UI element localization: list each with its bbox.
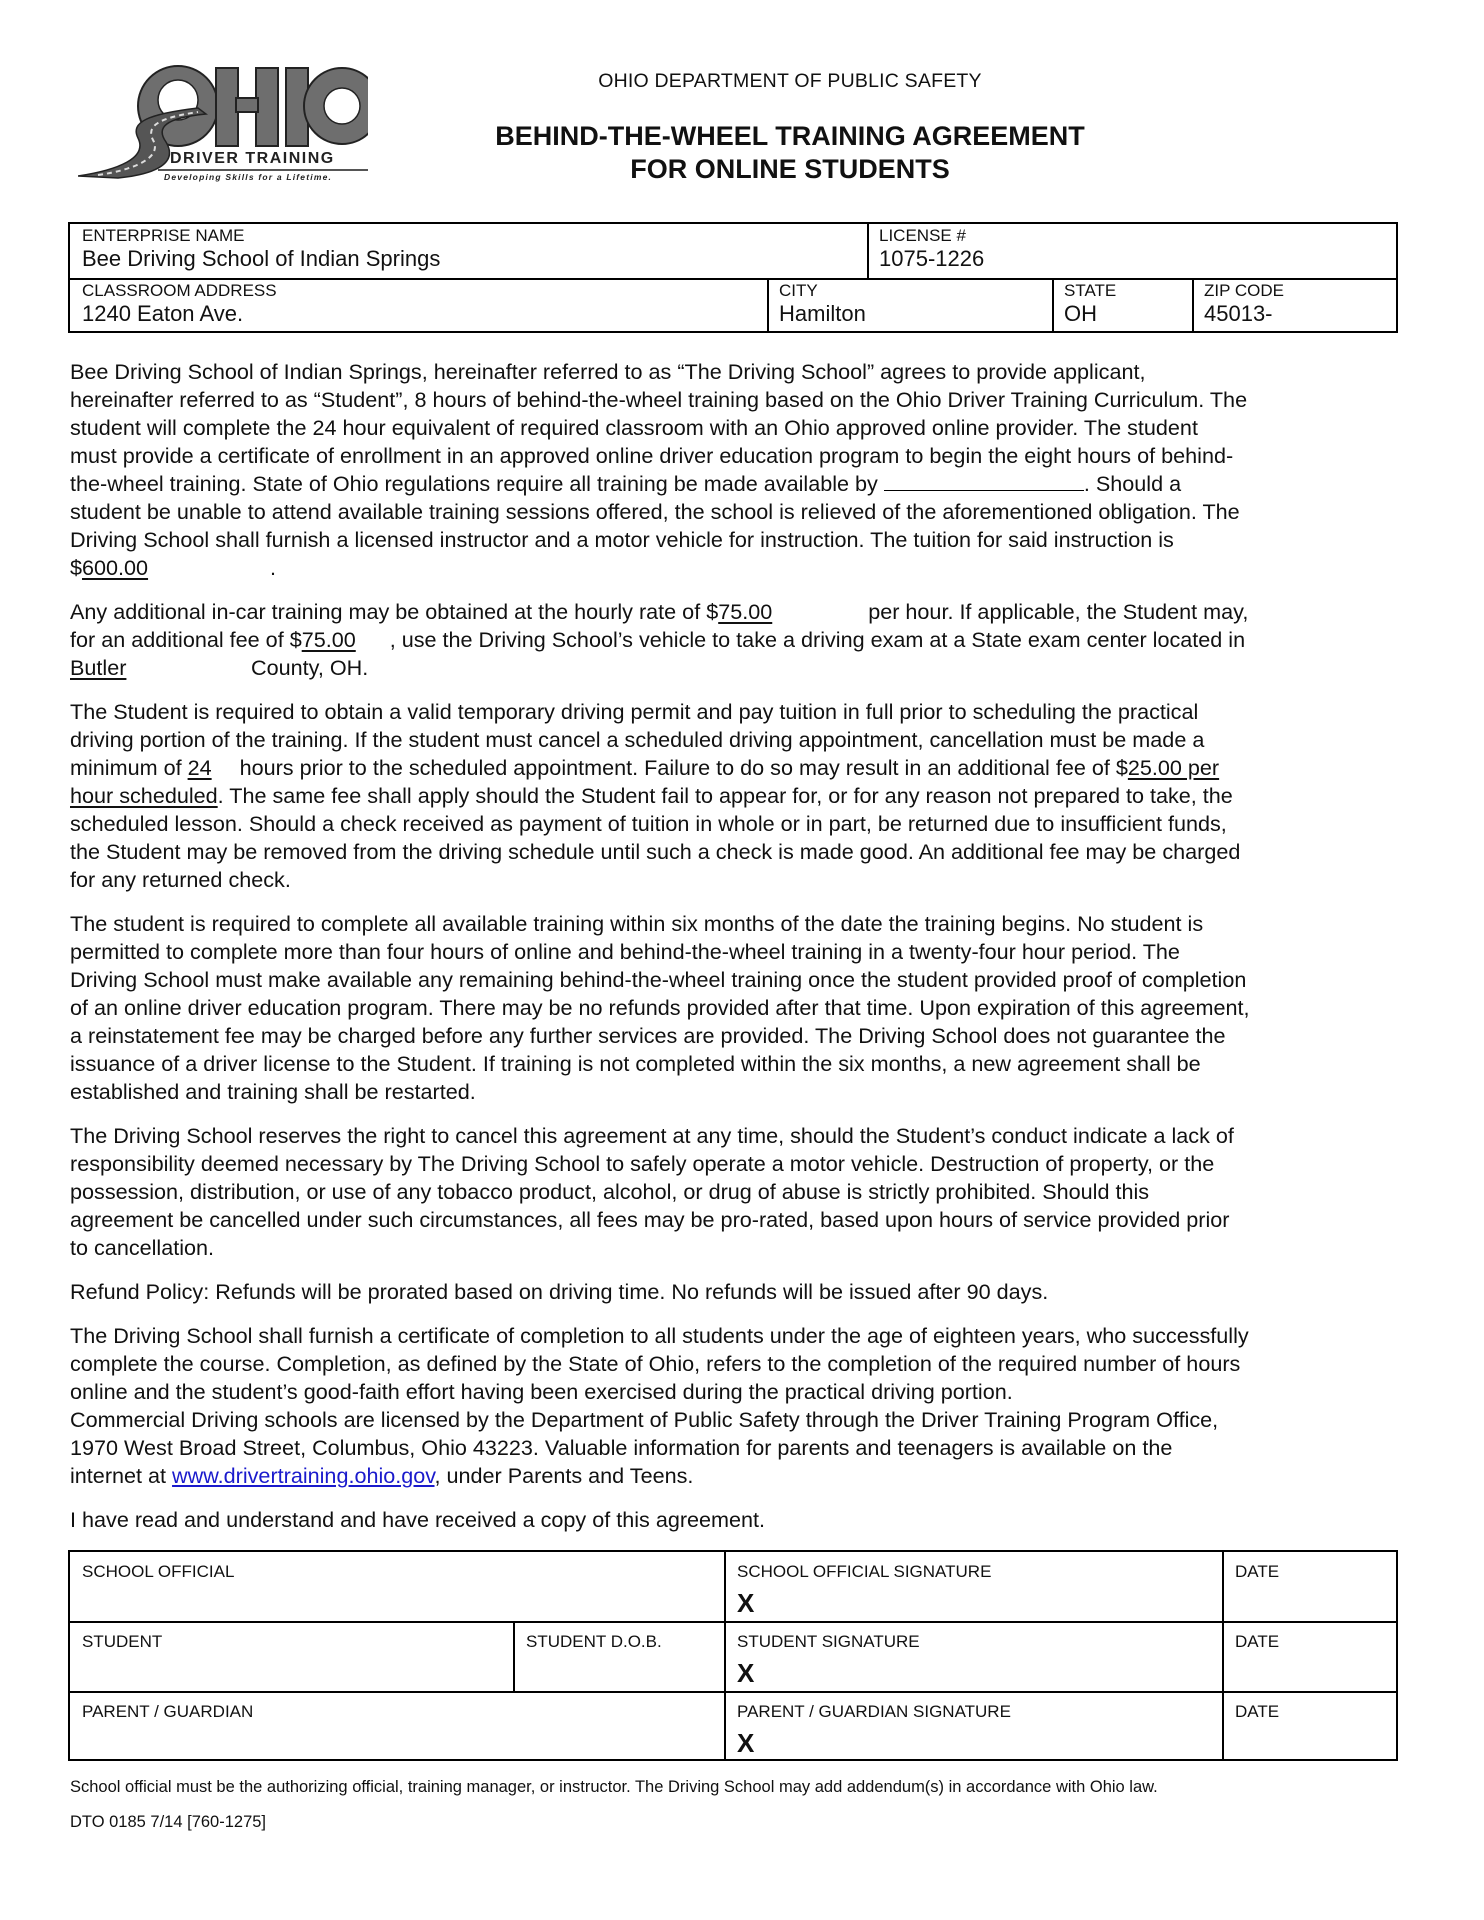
logo-rule	[158, 169, 368, 171]
text-line: possession, distribution, or use of any tobacco product, alcohol, or drug of abuse is strictly prohibited. Should this	[70, 1179, 1150, 1204]
footer-note: School official must be the authorizing official, training manager, or instructor. The Driving School may add addendum(s) in accordance with Ohio law.	[70, 1778, 1158, 1796]
signature-x-mark: X	[737, 1658, 755, 1688]
enterprise-name-value: Bee Driving School of Indian Springs	[82, 246, 441, 271]
student-signature-field[interactable]	[725, 1622, 1222, 1691]
school-official-field[interactable]	[70, 1552, 724, 1621]
text-line: student be unable to attend available training sessions offered, the school is relieved of the aforementioned obligation. The	[70, 499, 1240, 524]
document-title	[450, 120, 1130, 186]
text-line: the Student may be removed from the driving schedule until such a check is made good. An additional fee may be charged	[70, 839, 1241, 864]
text-line: issuance of a driver license to the Student. If training is not completed within the six months, a new agreement shall be	[70, 1051, 1201, 1076]
city-value: Hamilton	[779, 301, 866, 326]
late-fee-part-2: hour scheduled	[70, 783, 218, 808]
student-dob-field[interactable]	[514, 1622, 724, 1691]
text-line: scheduled lesson. Should a check received as payment of tuition in whole or in part, be returned due to insufficient funds,	[70, 811, 1227, 836]
department-name: OHIO DEPARTMENT OF PUBLIC SAFETY	[598, 70, 982, 92]
date-label: DATE	[1235, 1632, 1280, 1651]
availability-date-blank[interactable]	[884, 470, 1084, 491]
acknowledgement: I have read and understand and have received a copy of this agreement.	[70, 1507, 766, 1532]
school-official-label: SCHOOL OFFICIAL	[82, 1562, 235, 1581]
city-label: CITY	[779, 281, 818, 300]
parent-date-field[interactable]	[1223, 1692, 1398, 1761]
text-line: Commercial Driving schools are licensed by the Department of Public Safety through the Driver Training Program Office,	[70, 1407, 1219, 1432]
text-line: The Driving School reserves the right to cancel this agreement at any time, should the Student’s conduct indicate a lack of	[70, 1123, 1234, 1148]
refund-policy: Refund Policy: Refunds will be prorated based on driving time. No refunds will be issued after 90 days.	[70, 1279, 1049, 1304]
text-line: online and the student’s good-faith effort having been exercised during the practical driving portion.	[70, 1379, 1013, 1404]
cancel-notice-hours: 24	[187, 755, 212, 780]
paragraph-certificate	[70, 1322, 1400, 1490]
classroom-address-value: 1240 Eaton Ave.	[82, 301, 244, 326]
text-line: 1970 West Broad Street, Columbus, Ohio 43223. Valuable information for parents and teenagers is available on the	[70, 1435, 1173, 1460]
agreement-body	[70, 358, 1400, 1550]
paragraph-training-provision	[70, 358, 1400, 582]
zip-value: 45013-	[1204, 301, 1273, 326]
text-line: agreement be cancelled under such circumstances, all fees may be pro-rated, based upon hours of service provided prior	[70, 1207, 1230, 1232]
parent-guardian-signature-label: PARENT / GUARDIAN SIGNATURE	[737, 1702, 1011, 1721]
parent-guardian-signature-field[interactable]	[725, 1692, 1222, 1761]
parent-guardian-label: PARENT / GUARDIAN	[82, 1702, 254, 1721]
text-line: for any returned check.	[70, 867, 291, 892]
zip-field[interactable]	[1192, 279, 1398, 333]
text-line: for an additional fee of $75.00 , use the Driving School’s vehicle to take a driving exam at a State exam center located in	[70, 627, 1246, 652]
text-line: hereinafter referred to as “Student”, 8 hours of behind-the-wheel training based on the Ohio Driver Training Curriculum. The	[70, 387, 1248, 412]
student-date-field[interactable]	[1223, 1622, 1398, 1691]
text-line: $600.00 .	[70, 555, 277, 580]
paragraph-cancellation	[70, 698, 1400, 894]
text-line: Bee Driving School of Indian Springs, hereinafter referred to as “The Driving School” agrees to provide applicant,	[70, 359, 1146, 384]
text-line: Driving School must make available any remaining behind-the-wheel training once the student provided proof of completion	[70, 967, 1247, 992]
text-line: The Student is required to obtain a valid temporary driving permit and pay tuition in full prior to scheduling the practical	[70, 699, 1199, 724]
date-label: DATE	[1235, 1562, 1280, 1581]
text-line: The student is required to complete all available training within six months of the date the training begins. No student is	[70, 911, 1204, 936]
student-name-field[interactable]	[70, 1622, 513, 1691]
exam-county: Butler	[70, 655, 127, 680]
text-line: established and training shall be restarted.	[70, 1079, 476, 1104]
exam-fee: 75.00	[301, 627, 356, 652]
classroom-address-field[interactable]	[70, 279, 767, 333]
paragraph-additional-training	[70, 598, 1400, 682]
text-line: student will complete the 24 hour equivalent of required classroom with an Ohio approved online provider. The student	[70, 415, 1198, 440]
state-label: STATE	[1064, 281, 1117, 300]
driver-training-website-link[interactable]: www.drivertraining.ohio.gov	[172, 1463, 435, 1488]
text-line: hour scheduled. The same fee shall apply should the Student fail to appear for, or for any reason not prepared to take, the	[70, 783, 1233, 808]
title-line-1: BEHIND-THE-WHEEL TRAINING AGREEMENT	[495, 121, 1085, 151]
state-field[interactable]	[1052, 279, 1192, 333]
text-line: to cancellation.	[70, 1235, 215, 1260]
school-official-signature-field[interactable]	[725, 1552, 1222, 1621]
license-label: LICENSE #	[879, 226, 966, 245]
form-id: DTO 0185 7/14 [760-1275]	[70, 1813, 267, 1831]
text-line: Butler County, OH.	[70, 655, 369, 680]
enterprise-name-label: ENTERPRISE NAME	[82, 226, 245, 245]
paragraph-conduct	[70, 1122, 1400, 1262]
zip-label: ZIP CODE	[1204, 281, 1284, 300]
text-line: The Driving School shall furnish a certificate of completion to all students under the age of eighteen years, who successfully	[70, 1323, 1249, 1348]
school-official-signature-label: SCHOOL OFFICIAL SIGNATURE	[737, 1562, 992, 1581]
student-signature-label: STUDENT SIGNATURE	[737, 1632, 920, 1651]
school-official-date-field[interactable]	[1223, 1552, 1398, 1621]
tuition-amount: 600.00	[82, 555, 149, 580]
text-line: internet at www.drivertraining.ohio.gov, under Parents and Teens.	[70, 1463, 694, 1488]
paragraph-six-months	[70, 910, 1400, 1106]
signature-x-mark: X	[737, 1588, 755, 1618]
signature-table	[68, 1550, 1398, 1761]
text-line: driving portion of the training. If the student must cancel a scheduled driving appointment, cancellation must be made a	[70, 727, 1205, 752]
text-line: the-wheel training. State of Ohio regulations require all training be made available by . Should a	[70, 471, 1182, 496]
logo-tagline: Developing Skills for a Lifetime.	[164, 172, 333, 182]
title-line-2: FOR ONLINE STUDENTS	[630, 154, 950, 184]
signature-x-mark: X	[737, 1728, 755, 1758]
school-info-table	[68, 222, 1398, 333]
text-line: permitted to complete more than four hours of online and behind-the-wheel training in a twenty-four hour period. The	[70, 939, 1180, 964]
date-label: DATE	[1235, 1702, 1280, 1721]
text-line: responsibility deemed necessary by The Driving School to safely operate a motor vehicle. Destruction of property, or the	[70, 1151, 1215, 1176]
hourly-rate: 75.00	[718, 599, 773, 624]
ohio-driver-training-logo	[78, 58, 368, 188]
text-line: Any additional in-car training may be obtained at the hourly rate of $75.00 per hour. If applicable, the Student may,	[70, 599, 1249, 624]
classroom-address-label: CLASSROOM ADDRESS	[82, 281, 277, 300]
parent-guardian-field[interactable]	[70, 1692, 724, 1761]
student-dob-label: STUDENT D.O.B.	[526, 1632, 662, 1651]
text-line: of an online driver education program. There may be no refunds provided after that time. Upon expiration of this agreement,	[70, 995, 1250, 1020]
text-line: Driving School shall furnish a licensed instructor and a motor vehicle for instruction. The tuition for said instruction is	[70, 527, 1174, 552]
text-line: minimum of 24 hours prior to the scheduled appointment. Failure to do so may result in an additional fee of $25.00 per	[70, 755, 1220, 780]
license-value: 1075-1226	[879, 246, 985, 271]
state-value: OH	[1064, 301, 1097, 326]
student-label: STUDENT	[82, 1632, 163, 1651]
text-line: complete the course. Completion, as defined by the State of Ohio, refers to the completion of the required number of hours	[70, 1351, 1241, 1376]
license-field[interactable]	[867, 224, 1400, 278]
late-fee-part-1: 25.00 per	[1127, 755, 1220, 780]
logo-subtitle: DRIVER TRAINING	[170, 150, 335, 167]
text-line: a reinstatement fee may be charged before any further services are provided. The Driving School does not guarantee the	[70, 1023, 1226, 1048]
enterprise-name-field[interactable]	[70, 224, 867, 278]
text-line: must provide a certificate of enrollment in an approved online driver education program to begin the eight hours of behind-	[70, 443, 1234, 468]
city-field[interactable]	[767, 279, 1052, 333]
